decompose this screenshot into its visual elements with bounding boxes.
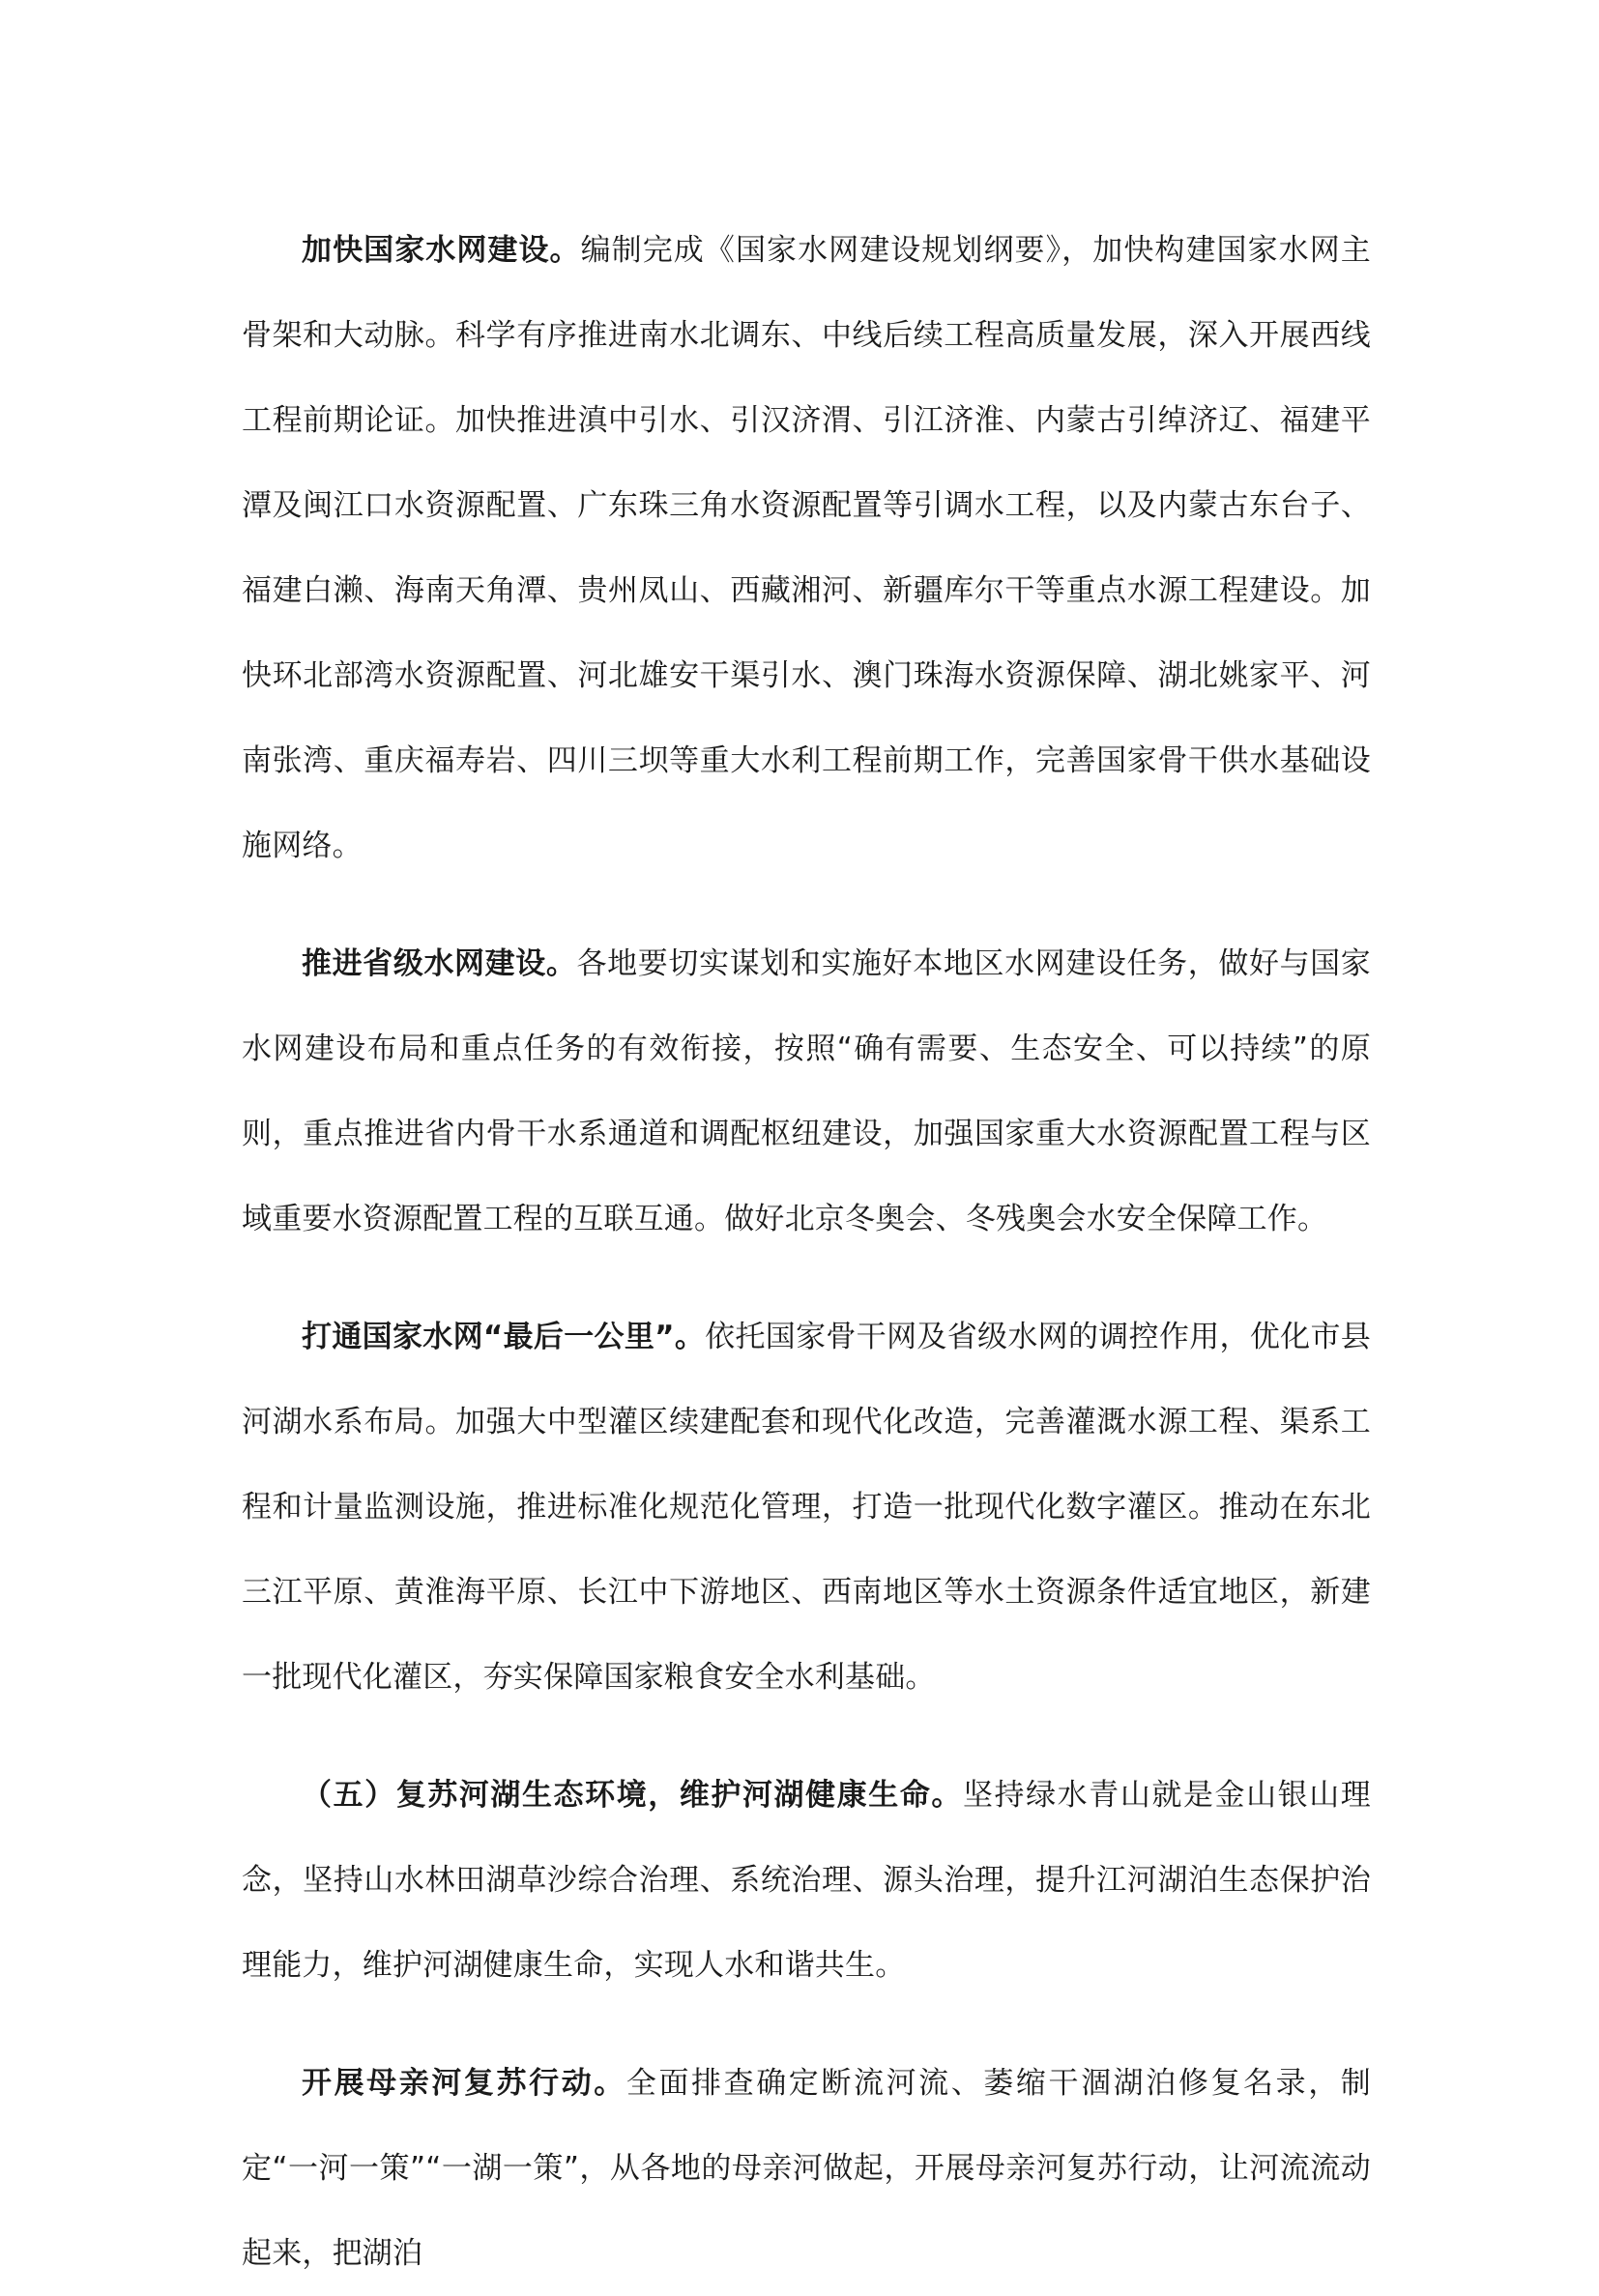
paragraph-heading: 推进省级水网建设。 [302,946,577,981]
paragraph-body: 编制完成《国家水网建设规划纲要》，加快构建国家水网主骨架和大动脉。科学有序推进南水北调东、中线后续工程高质量发展，深入开展西线工程前期论证。加快推进滇中引水、引汉济渭、引江济淮、内蒙古引绰济辽、福建平潭及闽江口水资源配置、广东珠三角水资源配置等引调水工程，以及内蒙古东台子、福建白濑、海南天角潭、贵州凤山、西藏湘河、新疆库尔干等重点水源工程建设。加快环北部湾水资源配置、河北雄安干渠引水、澳门珠海水资源保障、湖北姚家平、河南张湾、重庆福寿岩、四川三坝等重大水利工程前期工作，完善国家骨干供水基础设施网络。 [242,233,1371,863]
paragraph-body: 各地要切实谋划和实施好本地区水网建设任务，做好与国家水网建设布局和重点任务的有效衔接，按照“确有需要、生态安全、可以持续”的原则，重点推进省内骨干水系通道和调配枢纽建设，加强国家重大水资源配置工程与区域重要水资源配置工程的互联互通。做好北京冬奥会、冬残奥会水安全保障工作。 [242,946,1371,1236]
paragraph-provincial-water-network [242,921,1371,1262]
paragraph-mother-river [242,2041,1371,2296]
paragraph-heading: 开展母亲河复苏行动。 [302,2066,626,2101]
paragraph-last-mile [242,1294,1371,1720]
paragraph-heading: 打通国家水网“最后一公里”。 [302,1320,706,1354]
section-heading: （五）复苏河湖生态环境，维护河湖健康生命。 [302,1778,963,1813]
paragraph-body: 依托国家骨干网及省级水网的调控作用，优化市县河湖水系布局。加强大中型灌区续建配套和现代化改造，完善灌溉水源工程、渠系工程和计量监测设施，推进标准化规范化管理，打造一批现代化数字灌区。推动在东北三江平原、黄淮海平原、长江中下游地区、西南地区等水土资源条件适宜地区，新建一批现代化灌区，夯实保障国家粮食安全水利基础。 [242,1320,1371,1695]
paragraph-body: 坚持绿水青山就是金山银山理念，坚持山水林田湖草沙综合治理、系统治理、源头治理，提升江河湖泊生态保护治理能力，维护河湖健康生命，实现人水和谐共生。 [242,1778,1371,1983]
paragraph-body: 全面排查确定断流河流、萎缩干涸湖泊修复名录，制定“一河一策”“一湖一策”，从各地的母亲河做起，开展母亲河复苏行动，让河流流动起来，把湖泊 [242,2066,1371,2271]
paragraph-heading: 加快国家水网建设。 [302,233,581,268]
paragraph-section-five [242,1753,1371,2008]
paragraph-national-water-network [242,208,1371,888]
document-page [242,208,1371,2296]
